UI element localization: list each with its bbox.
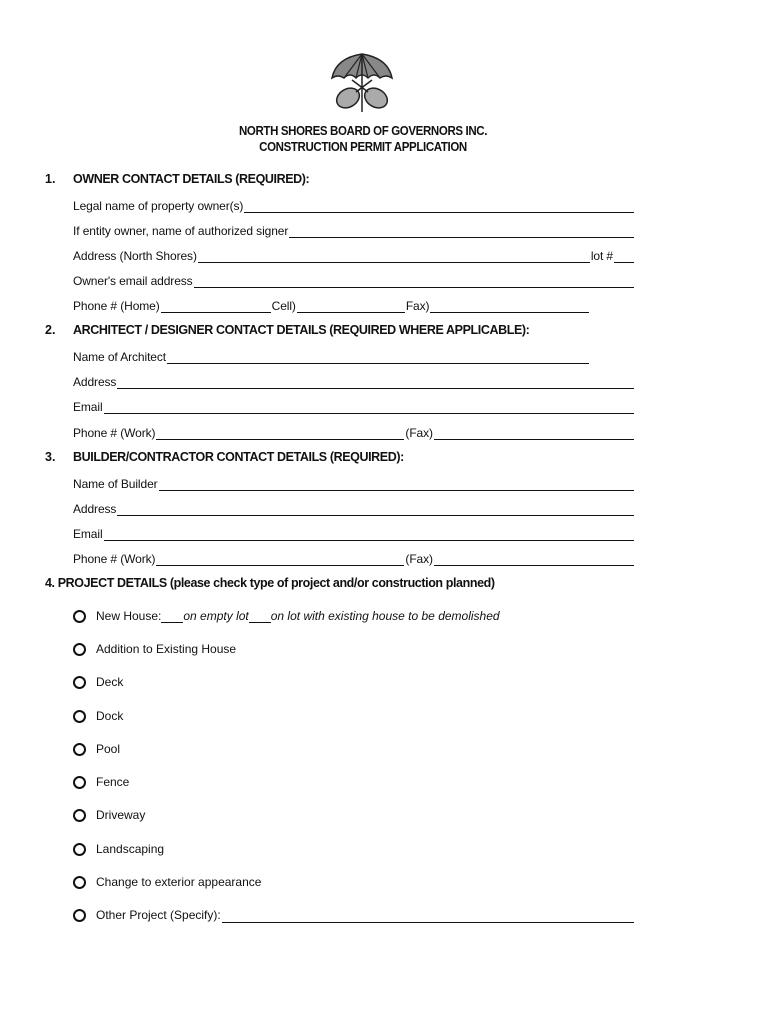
project-option-label: Pool bbox=[96, 742, 121, 756]
architect-name-label: Name of Architect bbox=[73, 350, 167, 364]
builder-email-row bbox=[73, 525, 635, 541]
existing-house-check-field[interactable] bbox=[249, 610, 271, 623]
project-option-exterior-change[interactable] bbox=[73, 874, 261, 890]
radio-icon[interactable] bbox=[73, 843, 86, 856]
owner-legal-name-field[interactable] bbox=[244, 200, 634, 213]
empty-lot-label: on empty lot bbox=[183, 609, 249, 623]
builder-email-label: Email bbox=[73, 527, 103, 541]
builder-phone-label: Phone # (Work) bbox=[73, 552, 156, 566]
architect-address-field[interactable] bbox=[117, 376, 634, 389]
architect-phone-field[interactable] bbox=[156, 427, 404, 440]
section-2-title: ARCHITECT / DESIGNER CONTACT DETAILS (REQUIRED WHERE APPLICABLE): bbox=[73, 323, 530, 337]
radio-icon[interactable] bbox=[73, 809, 86, 822]
project-option-new-house[interactable] bbox=[73, 608, 500, 624]
architect-name-field[interactable] bbox=[167, 351, 589, 364]
project-option-label: Landscaping bbox=[96, 842, 165, 856]
architect-address-label: Address bbox=[73, 375, 117, 389]
owner-legal-name-row bbox=[73, 197, 635, 213]
section-1-title: OWNER CONTACT DETAILS (REQUIRED): bbox=[73, 172, 310, 186]
owner-email-label: Owner's email address bbox=[73, 274, 193, 288]
project-option-label: Deck bbox=[96, 675, 124, 689]
radio-icon[interactable] bbox=[73, 909, 86, 922]
builder-name-row bbox=[73, 475, 635, 491]
builder-address-field[interactable] bbox=[117, 503, 634, 516]
project-option-fence[interactable] bbox=[73, 774, 129, 790]
radio-icon[interactable] bbox=[73, 643, 86, 656]
cell-label: Cell) bbox=[271, 299, 296, 313]
fax-field[interactable] bbox=[430, 300, 589, 313]
radio-icon[interactable] bbox=[73, 676, 86, 689]
phone-home-field[interactable] bbox=[161, 300, 271, 313]
project-option-label: Fence bbox=[96, 775, 130, 789]
architect-email-label: Email bbox=[73, 400, 103, 414]
owner-address-row bbox=[73, 247, 635, 263]
architect-phone-label: Phone # (Work) bbox=[73, 426, 156, 440]
radio-icon[interactable] bbox=[73, 610, 86, 623]
project-option-driveway[interactable] bbox=[73, 807, 145, 823]
empty-lot-check-field[interactable] bbox=[161, 610, 183, 623]
builder-name-field[interactable] bbox=[159, 478, 634, 491]
authorized-signer-row bbox=[73, 222, 635, 238]
architect-phone-row bbox=[73, 424, 635, 440]
authorized-signer-field[interactable] bbox=[289, 225, 634, 238]
new-house-label: New House: bbox=[96, 609, 162, 623]
lot-number-label: lot # bbox=[590, 249, 613, 263]
owner-email-field[interactable] bbox=[194, 275, 634, 288]
project-option-label: Change to exterior appearance bbox=[96, 875, 262, 889]
architect-fax-label: (Fax) bbox=[405, 426, 433, 440]
section-4-number: 4. bbox=[45, 576, 55, 590]
project-option-deck[interactable] bbox=[73, 674, 123, 690]
builder-phone-field[interactable] bbox=[156, 553, 404, 566]
other-project-field[interactable] bbox=[222, 910, 634, 923]
section-2-number: 2. bbox=[45, 323, 56, 337]
other-project-label: Other Project (Specify): bbox=[96, 908, 221, 922]
builder-fax-field[interactable] bbox=[434, 553, 634, 566]
project-option-dock[interactable] bbox=[73, 708, 123, 724]
section-3-number: 3. bbox=[45, 450, 56, 464]
architect-name-row bbox=[73, 348, 590, 364]
owner-legal-name-label: Legal name of property owner(s) bbox=[73, 199, 244, 213]
project-option-pool[interactable] bbox=[73, 741, 120, 757]
project-option-addition[interactable] bbox=[73, 641, 236, 657]
radio-icon[interactable] bbox=[73, 710, 86, 723]
project-option-other[interactable] bbox=[73, 907, 635, 923]
project-option-label: Driveway bbox=[96, 808, 146, 822]
section-4-title: PROJECT DETAILS (please check type of project and/or construction planned) bbox=[57, 576, 495, 590]
section-1-number: 1. bbox=[45, 172, 56, 186]
architect-email-field[interactable] bbox=[104, 401, 634, 414]
radio-icon[interactable] bbox=[73, 743, 86, 756]
owner-address-label: Address (North Shores) bbox=[73, 249, 197, 263]
phone-home-label: Phone # (Home) bbox=[73, 299, 160, 313]
form-title: CONSTRUCTION PERMIT APPLICATION bbox=[259, 140, 467, 154]
authorized-signer-label: If entity owner, name of authorized signer bbox=[73, 224, 289, 238]
builder-phone-row bbox=[73, 550, 635, 566]
owner-phone-row bbox=[73, 297, 590, 313]
builder-name-label: Name of Builder bbox=[73, 477, 158, 491]
architect-fax-field[interactable] bbox=[434, 427, 634, 440]
section-3-title: BUILDER/CONTRACTOR CONTACT DETAILS (REQUIRED): bbox=[73, 450, 404, 464]
umbrella-tennis-rackets-logo bbox=[328, 52, 396, 114]
section-4-heading bbox=[45, 576, 495, 590]
lot-number-field[interactable] bbox=[614, 250, 634, 263]
builder-address-row bbox=[73, 500, 635, 516]
existing-house-label: on lot with existing house to be demolished bbox=[270, 609, 500, 623]
project-option-landscaping[interactable] bbox=[73, 841, 164, 857]
project-option-label: Dock bbox=[96, 709, 124, 723]
org-title: NORTH SHORES BOARD OF GOVERNORS INC. bbox=[238, 124, 488, 138]
project-option-label: Addition to Existing House bbox=[96, 642, 237, 656]
fax-label: Fax) bbox=[405, 299, 430, 313]
owner-address-field[interactable] bbox=[198, 250, 590, 263]
architect-email-row bbox=[73, 398, 635, 414]
builder-fax-label: (Fax) bbox=[405, 552, 433, 566]
radio-icon[interactable] bbox=[73, 876, 86, 889]
owner-email-row bbox=[73, 272, 635, 288]
radio-icon[interactable] bbox=[73, 776, 86, 789]
architect-address-row bbox=[73, 373, 635, 389]
builder-address-label: Address bbox=[73, 502, 117, 516]
builder-email-field[interactable] bbox=[104, 528, 634, 541]
cell-field[interactable] bbox=[297, 300, 405, 313]
